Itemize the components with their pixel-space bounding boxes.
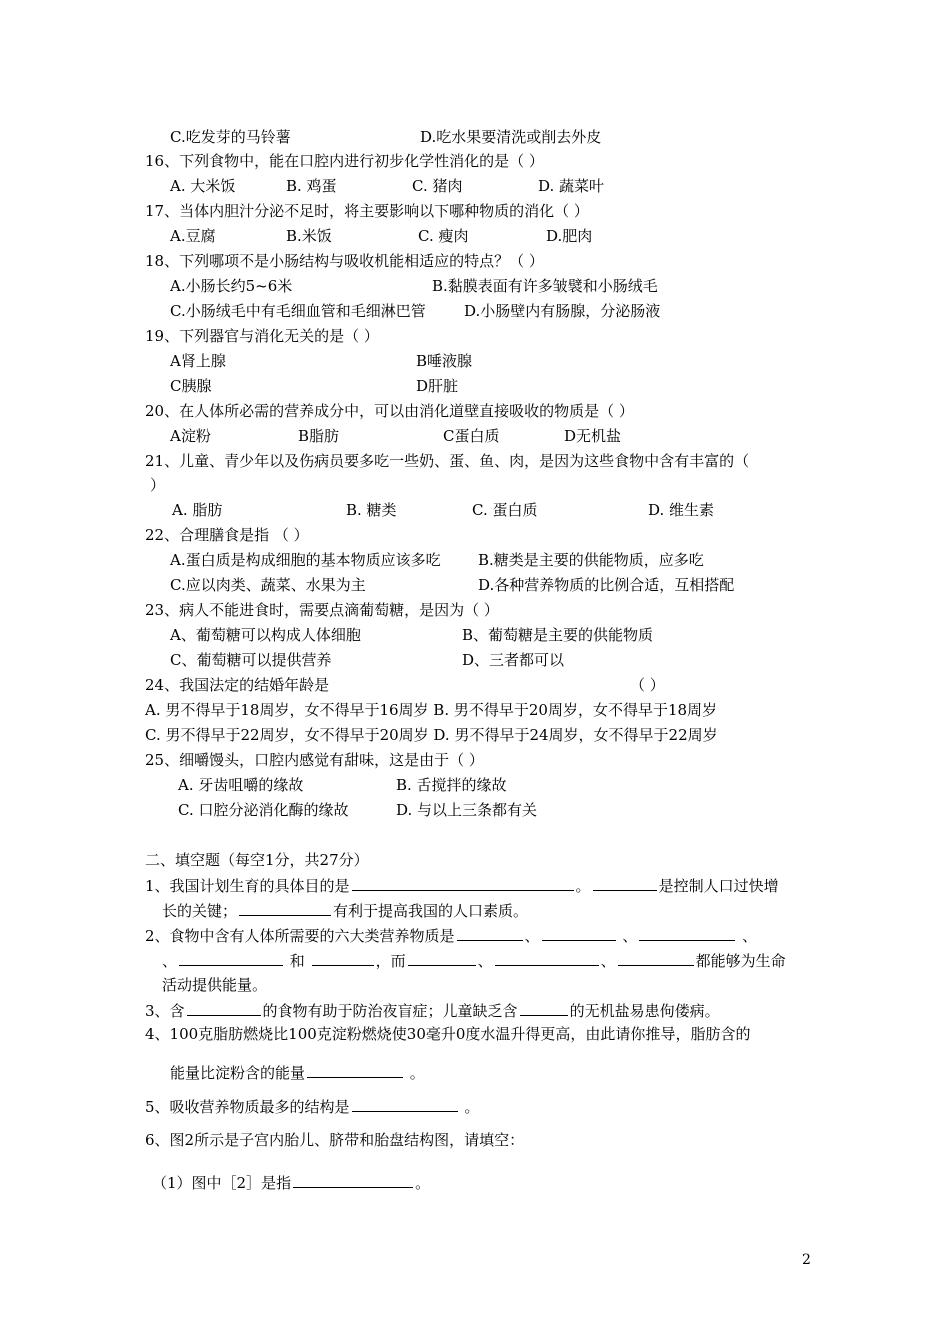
fill3-blank-1[interactable]	[187, 1000, 261, 1016]
fill2-line2	[162, 950, 786, 970]
q22-stem: 22、合理膳食是指 （ ）	[145, 526, 309, 544]
q25-option-a: A. 牙齿咀嚼的缘故	[178, 776, 304, 794]
fill2-sep-3: 、	[737, 927, 758, 945]
fill2-blank-1[interactable]	[457, 925, 523, 941]
fill2-sep-4: 、	[162, 952, 178, 970]
fill4-blank-1[interactable]	[307, 1062, 403, 1078]
fill2-text-2: 和	[285, 952, 310, 970]
fill1-text-5: 有利于提高我国的人口素质。	[333, 902, 529, 920]
fill5-text-2: 。	[459, 1098, 480, 1116]
fill4-line2	[170, 1062, 425, 1082]
q18-option-c: C.小肠绒毛中有毛细血管和毛细淋巴管	[170, 302, 426, 320]
q16-stem: 16、下列食物中，能在口腔内进行初步化学性消化的是（ ）	[145, 152, 544, 170]
q18-option-b: B.黏膜表面有许多皱襞和小肠绒毛	[432, 277, 658, 295]
fill4-text-3: 。	[405, 1064, 425, 1082]
q20-option-a: A淀粉	[170, 427, 211, 445]
fill1-text-2: 。	[575, 877, 591, 895]
q19-option-d: D肝脏	[416, 377, 459, 395]
fill4-text-2: 能量比淀粉含的能量	[170, 1064, 306, 1082]
fill2-blank-2[interactable]	[542, 925, 616, 941]
fill1-blank-2[interactable]	[593, 875, 657, 891]
q25-option-d: D. 与以上三条都有关	[396, 801, 538, 819]
fill5-blank-1[interactable]	[352, 1096, 458, 1112]
fill5-text-1: 5、吸收营养物质最多的结构是	[145, 1098, 350, 1116]
page-number: 2	[802, 1252, 811, 1268]
q18-option-a: A.小肠长约5~6米	[170, 277, 293, 295]
fill2-sep-5: 、	[477, 952, 493, 970]
fill2-text-4: 都能够为生命	[695, 952, 786, 970]
q25-option-c: C. 口腔分泌消化酶的缘故	[178, 801, 349, 819]
q21-stem-end: ）	[150, 476, 166, 494]
fill2-blank-3[interactable]	[639, 925, 735, 941]
fill1-line2	[162, 900, 528, 920]
fill1-blank-1[interactable]	[352, 875, 574, 891]
fill3-blank-2[interactable]	[520, 1000, 568, 1016]
q17-option-b: B.米饭	[286, 227, 332, 245]
fill2-text-3: ，而	[375, 952, 406, 970]
fill6-sub1-text: （1）图中［2］是指	[152, 1174, 292, 1192]
q21-option-d: D. 维生素	[648, 501, 715, 519]
q23-option-a: A、葡萄糖可以构成人体细胞	[170, 626, 361, 644]
q17-stem: 17、当体内胆汁分泌不足时，将主要影响以下哪种物质的消化（ ）	[145, 202, 589, 220]
q16-option-d: D. 蔬菜叶	[538, 177, 605, 195]
fill2-text-1: 2、食物中含有人体所需要的六大类营养物质是	[145, 927, 455, 945]
q19-option-a: A肾上腺	[170, 352, 226, 370]
fill6-sub1-end: 。	[415, 1174, 431, 1192]
q22-option-b: B.糖类是主要的供能物质，应多吃	[478, 551, 704, 569]
fill3-text-2: 的食物有助于防治夜盲症；儿童缺乏含	[262, 1002, 518, 1020]
q16-option-c: C. 猪肉	[412, 177, 463, 195]
q22-option-d: D.各种营养物质的比例合适，互相搭配	[478, 576, 735, 594]
q23-option-c: C、葡萄糖可以提供营养	[170, 651, 332, 669]
q19-option-b: B唾液腺	[416, 352, 473, 370]
q22-option-a: A.蛋白质是构成细胞的基本物质应该多吃	[170, 551, 441, 569]
fill1-text-4: 长的关键；	[162, 902, 238, 920]
q17-option-d: D.肥肉	[546, 227, 593, 245]
fill1-text-1: 1、我国计划生育的具体目的是	[145, 877, 350, 895]
q23-option-b: B、葡萄糖是主要的供能物质	[462, 626, 654, 644]
q24-options-ab: A. 男不得早于18周岁，女不得早于16周岁 B. 男不得早于20周岁，女不得早于18周岁	[145, 701, 718, 719]
fill6-sub1-blank[interactable]	[293, 1172, 413, 1188]
q20-option-b: B脂肪	[298, 427, 340, 445]
fill2-line3: 活动提供能量。	[162, 976, 268, 994]
q24-stem: 24、我国法定的结婚年龄是	[145, 676, 330, 694]
q21-option-c: C. 蛋白质	[472, 501, 538, 519]
fill6-sub1	[152, 1172, 430, 1192]
q23-stem: 23、病人不能进食时，需要点滴葡萄糖，是因为（ ）	[145, 601, 499, 619]
fill2-line1	[145, 925, 757, 945]
q16-option-a: A. 大米饭	[170, 177, 236, 195]
fill2-blank-4[interactable]	[179, 950, 283, 966]
q18-option-d: D.小肠壁内有肠腺，分泌肠液	[464, 302, 661, 320]
q20-stem: 20、在人体所必需的营养成分中，可以由消化道壁直接吸收的物质是（ ）	[145, 402, 634, 420]
fill3-text-1: 3、含	[145, 1002, 185, 1020]
section-fill-blank-heading: 二、填空题（每空1分，共27分）	[145, 851, 369, 869]
fill4-line1: 4、100克脂肪燃烧比100克淀粉燃烧使30毫升0度水温升得更高，由此请你推导，脂肪含的	[145, 1025, 751, 1043]
fill2-blank-8[interactable]	[618, 950, 694, 966]
q19-option-c: C胰腺	[170, 377, 212, 395]
q20-option-c: C蛋白质	[443, 427, 500, 445]
q19-stem: 19、下列器官与消化无关的是（ ）	[145, 327, 379, 345]
q25-option-b: B. 舌搅拌的缘故	[396, 776, 507, 794]
q24-options-cd: C. 男不得早于22周岁，女不得早于20周岁 D. 男不得早于24周岁，女不得早于22周岁	[145, 726, 718, 744]
q18-stem: 18、下列哪项不是小肠结构与吸收机能相适应的特点？（ ）	[145, 252, 544, 270]
q24-answer-bracket: （ ）	[630, 676, 665, 694]
fill2-sep-1: 、	[524, 927, 540, 945]
q17-option-a: A.豆腐	[170, 227, 216, 245]
fill1-line1	[145, 875, 779, 895]
q25-stem: 25、细嚼馒头，口腔内感觉有甜味，这是由于（ ）	[145, 751, 484, 769]
fill3-line	[145, 1000, 720, 1020]
q22-option-c: C.应以肉类、蔬菜、水果为主	[170, 576, 366, 594]
fill6-line1: 6、图2所示是子宫内胎儿、脐带和胎盘结构图，请填空：	[145, 1131, 525, 1149]
q21-option-b: B. 糖类	[346, 501, 397, 519]
q17-option-c: C. 瘦肉	[418, 227, 469, 245]
q15-option-d: D.吃水果要清洗或削去外皮	[420, 128, 602, 146]
fill1-text-3: 是控制人口过快增	[658, 877, 779, 895]
fill2-blank-7[interactable]	[495, 950, 599, 966]
q23-option-d: D、三者都可以	[462, 651, 565, 669]
fill2-sep-6: 、	[600, 952, 616, 970]
fill2-blank-6[interactable]	[408, 950, 476, 966]
fill3-text-3: 的无机盐易患佝偻病。	[569, 1002, 720, 1020]
fill5-line	[145, 1096, 479, 1116]
q21-stem: 21、儿童、青少年以及伤病员要多吃一些奶、蛋、鱼、肉，是因为这些食物中含有丰富的（	[145, 452, 750, 470]
q15-option-c: C.吃发芽的马铃薯	[170, 128, 291, 146]
fill2-blank-5[interactable]	[312, 950, 374, 966]
fill2-sep-2: 、	[617, 927, 638, 945]
q21-option-a: A. 脂肪	[172, 501, 223, 519]
fill1-blank-3[interactable]	[239, 900, 331, 916]
q20-option-d: D无机盐	[564, 427, 622, 445]
q16-option-b: B. 鸡蛋	[286, 177, 337, 195]
